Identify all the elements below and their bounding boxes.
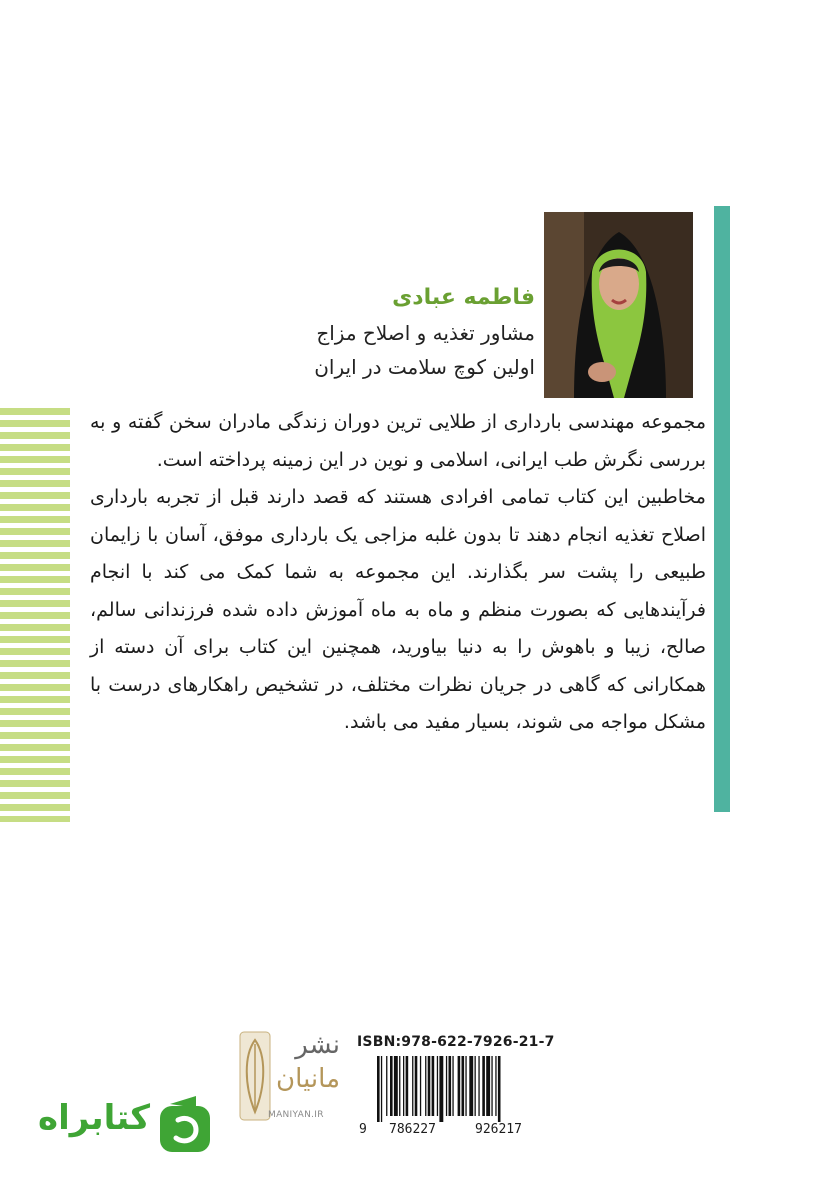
author-name: فاطمه عبادی (392, 285, 535, 310)
barcode-bar (428, 1056, 431, 1116)
description-paragraph-2: مخاطبین این کتاب تمامی افرادی هستند که قصد دارند قبل از تجربه بارداری اصلاح تغذیه انجام دهند تا بدون غلبه مزاجی یک بارداری موفق، آسان با زایمان طبیعی را پشت سر بگذارند. این مجموعه به شما کمک می کند با انجام فرآیندهایی که بصورت منظم و ماه به ماه آموزش داده شده فرزندانی سالم، صالح، زیبا و باهوش را به دنیا بیاورید، همچنین این کتاب برای آن دسته از همکارانی که گاهی در جریان نظرات مختلف، در تشخیص راهکارهای درست با مشکل مواجه می شوند، بسیار مفید می باشد. (90, 486, 706, 733)
barcode-bar (458, 1056, 461, 1116)
author-photo (544, 212, 693, 398)
publisher-line2: مانیان (276, 1064, 340, 1094)
author-title-line1: مشاور تغذیه و اصلاح مزاج (316, 321, 535, 345)
author-title-line2: اولین کوچ سلامت در ایران (314, 355, 535, 379)
barcode-bar (394, 1056, 398, 1116)
publisher-logo (238, 1030, 342, 1130)
teal-accent-bar (714, 206, 730, 812)
barcode (375, 1056, 559, 1122)
barcode-bar (437, 1056, 438, 1116)
barcode-bar (386, 1056, 387, 1116)
isbn-label: ISBN:978-622-7926-21-7 (357, 1034, 555, 1050)
publisher-url: MANIYAN.IR (268, 1110, 324, 1120)
barcode-bar (425, 1056, 426, 1116)
barcode-bar (495, 1056, 496, 1116)
barcode-bar (498, 1056, 501, 1122)
barcode-bar (446, 1056, 447, 1116)
barcode-bar (381, 1056, 382, 1122)
barcode-bar (406, 1056, 409, 1116)
barcode-bar (403, 1056, 404, 1116)
author-info (135, 285, 535, 384)
barcode-bar (390, 1056, 393, 1116)
barcode-digit-first: 9 (359, 1122, 367, 1137)
barcode-bar (377, 1056, 380, 1122)
store-logo (38, 1090, 218, 1160)
barcode-bar (469, 1056, 473, 1116)
barcode-bar (415, 1056, 418, 1116)
barcode-bar (452, 1056, 453, 1116)
publisher-line1: نشر (295, 1030, 340, 1060)
barcode-bar (439, 1056, 443, 1122)
description-paragraph-1: مجموعه مهندسی بارداری از طلایی ترین دوران زندگی مادران سخن گفته و به بررسی نگرش طب ایرانی، اسلامی و نوین در این زمینه پرداخته است. (90, 411, 706, 471)
barcode-bar (478, 1056, 479, 1116)
barcode-digits-left: 786227 (389, 1122, 436, 1137)
book-bag-icon (156, 1090, 214, 1154)
store-name: کتابراه (38, 1098, 151, 1138)
barcode-bar (449, 1056, 452, 1116)
barcode-bar (486, 1056, 490, 1116)
barcode-bar (420, 1056, 421, 1116)
barcode-bar (482, 1056, 485, 1116)
book-description (90, 404, 706, 742)
barcode-bar (432, 1056, 435, 1116)
barcode-bar (491, 1056, 492, 1116)
barcode-bar (475, 1056, 476, 1116)
barcode-digits-right: 926217 (475, 1122, 522, 1137)
barcode-bar (465, 1056, 466, 1116)
barcode-bar (412, 1056, 413, 1116)
barcode-bar (462, 1056, 465, 1116)
isbn-barcode-block (357, 1034, 561, 1137)
striped-decoration (0, 408, 70, 822)
quill-emblem-icon (238, 1030, 272, 1122)
barcode-bar (399, 1056, 400, 1116)
